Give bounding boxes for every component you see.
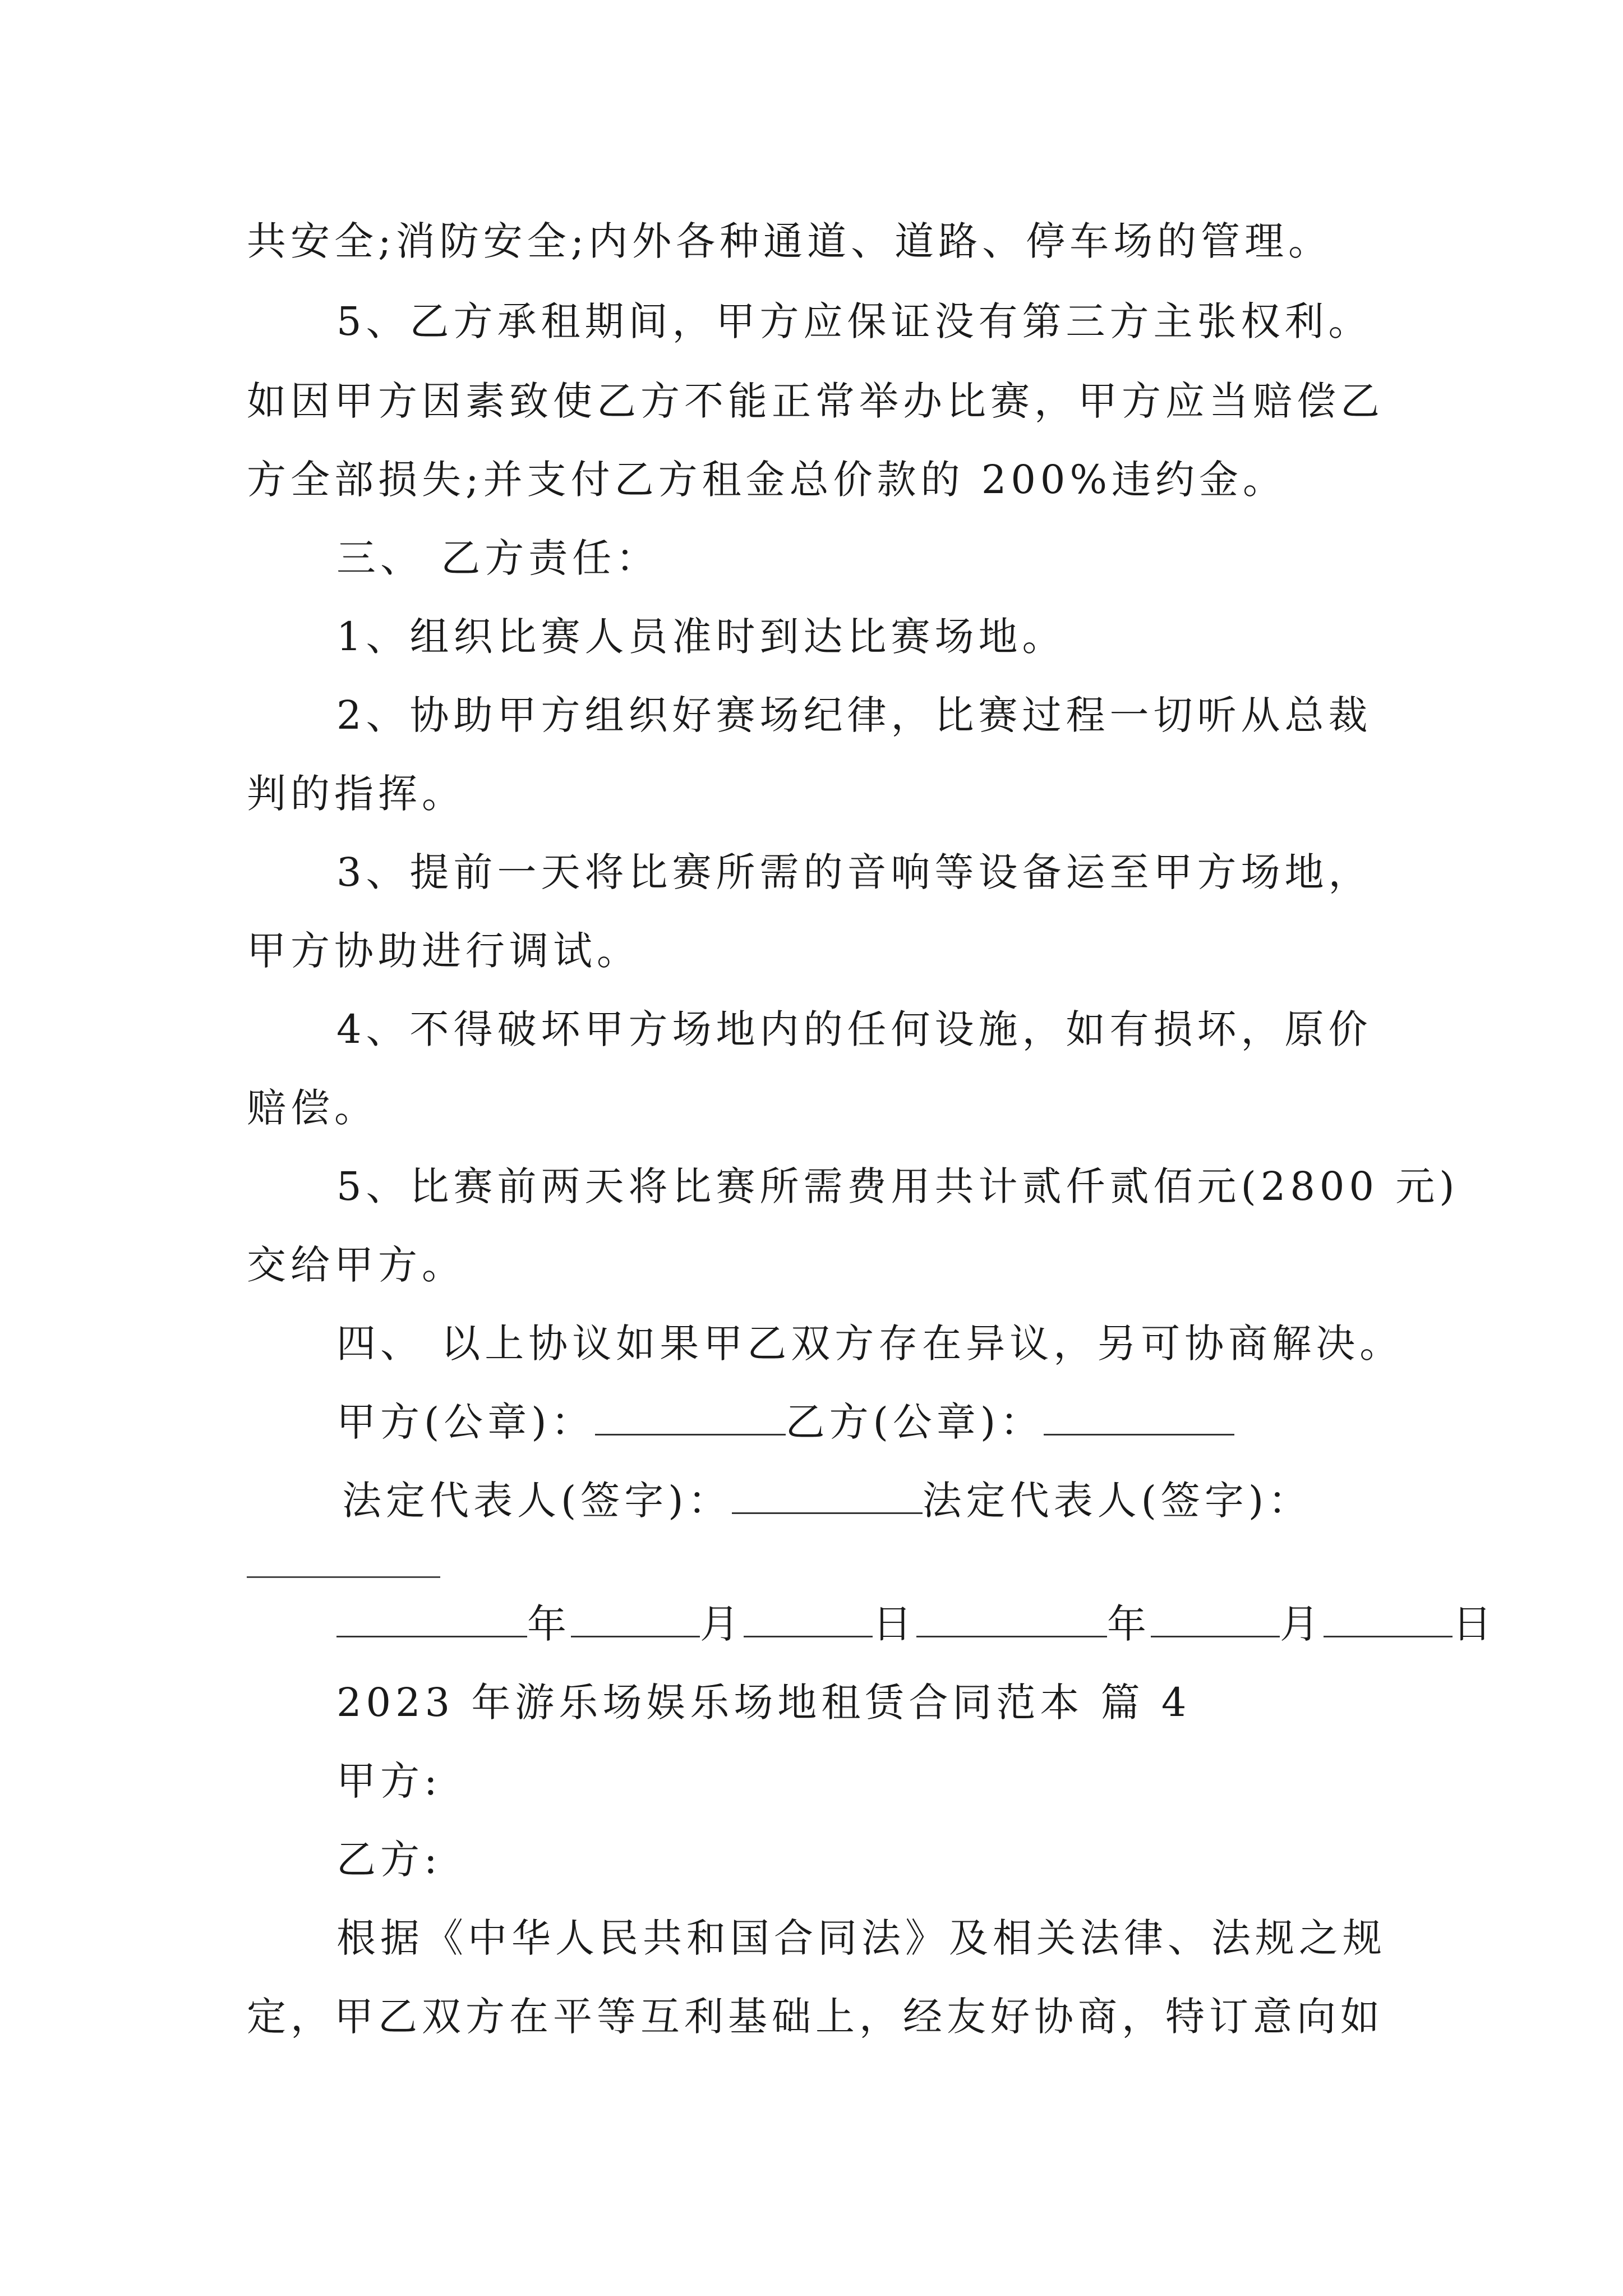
paragraph-line: 赔偿。 — [247, 1085, 378, 1131]
paragraph-line: 2、协助甲方组织好赛场纪律，比赛过程一切听从总裁 — [336, 692, 1372, 738]
paragraph-line: 如因甲方因素致使乙方不能正常举办比赛，甲方应当赔偿乙 — [247, 378, 1384, 424]
year-a-blank — [336, 1601, 527, 1637]
paragraph-line: 1、组织比赛人员准时到达比赛场地。 — [336, 614, 1066, 660]
paragraph-line: 定，甲乙双方在平等互利基础上，经友好协商，特订意向如 — [247, 1994, 1384, 2040]
party-b-seal-blank — [1044, 1399, 1234, 1435]
section-title: 2023 年游乐场娱乐场地租赁合同范本 篇 4 — [336, 1680, 1191, 1726]
rep-b-blank — [247, 1576, 440, 1578]
paragraph-line: 共安全;消防安全;内外各种通道、道路、停车场的管理。 — [247, 218, 1332, 264]
day-b-label: 日 — [1453, 1601, 1496, 1647]
paragraph-line: 甲方协助进行调试。 — [247, 928, 640, 974]
paragraph-line: 判的指挥。 — [247, 771, 465, 817]
party-a-seal-label: 甲方(公章)： — [336, 1399, 595, 1445]
party-a-line: 甲方: — [336, 1758, 442, 1804]
month-b-label: 月 — [1280, 1601, 1324, 1647]
party-b-seal-label: 乙方(公章)： — [785, 1399, 1044, 1445]
rep-b-label: 法定代表人(签字)： — [922, 1478, 1312, 1524]
section-heading: 四、 以上协议如果甲乙双方存在异议，另可协商解决。 — [336, 1320, 1404, 1366]
date-line — [336, 1599, 1496, 1649]
paragraph-line: 交给甲方。 — [247, 1242, 465, 1288]
party-a-seal-blank — [595, 1399, 786, 1435]
rep-a-label: 法定代表人(签字)： — [342, 1478, 732, 1524]
paragraph-line: 5、比赛前两天将比赛所需费用共计贰仟贰佰元(2800 元) — [336, 1163, 1459, 1209]
paragraph-line: 根据《中华人民共和国合同法》及相关法律、法规之规 — [336, 1915, 1386, 1961]
section-heading: 三、 乙方责任： — [336, 535, 660, 581]
seal-line — [336, 1397, 1234, 1447]
party-b-line: 乙方: — [336, 1837, 442, 1883]
paragraph-line: 5、乙方承租期间，甲方应保证没有第三方主张权利。 — [336, 298, 1372, 344]
day-a-blank — [744, 1601, 873, 1637]
paragraph-line: 3、提前一天将比赛所需的音响等设备运至甲方场地， — [336, 849, 1372, 895]
day-a-label: 日 — [873, 1601, 916, 1647]
month-a-blank — [571, 1601, 700, 1637]
month-b-blank — [1151, 1601, 1280, 1637]
day-b-blank — [1324, 1601, 1453, 1637]
rep-a-blank — [732, 1478, 923, 1514]
paragraph-line: 方全部损失;并支付乙方租金总价款的 200%违约金。 — [247, 457, 1287, 503]
month-a-label: 月 — [700, 1601, 744, 1647]
year-a-label: 年 — [527, 1601, 571, 1647]
year-b-label: 年 — [1107, 1601, 1151, 1647]
representative-line — [342, 1475, 1312, 1526]
year-b-blank — [916, 1601, 1107, 1637]
paragraph-line: 4、不得破坏甲方场地内的任何设施，如有损坏，原价 — [336, 1006, 1372, 1052]
